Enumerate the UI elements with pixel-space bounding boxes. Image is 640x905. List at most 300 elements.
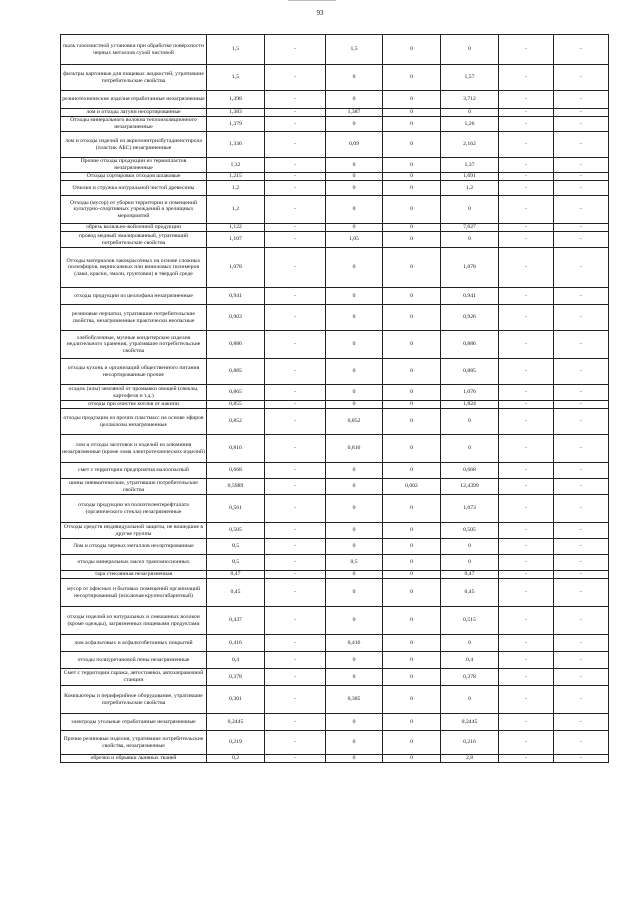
waste-name-cell: резинотехнические изделия отработанные незагрязненные <box>61 91 207 109</box>
value-cell-col3: 0 <box>326 607 383 635</box>
value-cell-col4: 0 <box>383 35 441 65</box>
value-cell-col4: 0 <box>383 607 441 635</box>
value-cell-col3: 0,5 <box>326 555 383 571</box>
table-row <box>61 224 609 232</box>
value-cell-col5: 0,378 <box>441 669 499 686</box>
value-cell-col3: 1,05 <box>326 232 383 248</box>
value-cell-col6: - <box>499 232 554 248</box>
value-cell-col3: 0 <box>326 181 383 196</box>
value-cell-col6: - <box>499 181 554 196</box>
value-cell-col2: - <box>265 35 326 65</box>
value-cell-col1: 0,903 <box>207 305 265 331</box>
value-cell-col1: 0,301 <box>207 686 265 714</box>
value-cell-col4: 0 <box>383 755 441 763</box>
value-cell-col3: 0,852 <box>326 409 383 435</box>
table-row <box>61 409 609 435</box>
value-cell-col3: 0,416 <box>326 635 383 652</box>
value-cell-col7: - <box>554 669 609 686</box>
value-cell-col3: 0 <box>326 714 383 731</box>
waste-name-cell: мусор от офисных и бытовых помещений организаций несортированный (исключая крупногабаритный) <box>61 579 207 607</box>
table-row <box>61 35 609 65</box>
table-row <box>61 117 609 132</box>
value-cell-col6: - <box>499 401 554 409</box>
value-cell-col4: 0 <box>383 385 441 401</box>
value-cell-col1: 0,5 <box>207 555 265 571</box>
value-cell-col7: - <box>554 714 609 731</box>
value-cell-col2: - <box>265 607 326 635</box>
table-row <box>61 359 609 385</box>
waste-name-cell: Компьютеры и периферийное оборудование, утратившие потребительские свойства <box>61 686 207 714</box>
value-cell-col2: - <box>265 91 326 109</box>
value-cell-col2: - <box>265 731 326 755</box>
value-cell-col3: 0 <box>326 401 383 409</box>
value-cell-col6: - <box>499 669 554 686</box>
value-cell-col2: - <box>265 132 326 158</box>
value-cell-col5: 1,076 <box>441 385 499 401</box>
value-cell-col7: - <box>554 117 609 132</box>
table-row <box>61 65 609 91</box>
value-cell-col4: 0 <box>383 65 441 91</box>
value-cell-col6: - <box>499 132 554 158</box>
value-cell-col4: 0 <box>383 635 441 652</box>
value-cell-col2: - <box>265 173 326 181</box>
value-cell-col6: - <box>499 555 554 571</box>
value-cell-col4: 0 <box>383 132 441 158</box>
value-cell-col1: 0,852 <box>207 409 265 435</box>
value-cell-col5: 0,668 <box>441 463 499 479</box>
waste-name-cell: отходы продукции из полиэтилентерефталата (органического стекла) незагрязненные <box>61 495 207 523</box>
waste-name-cell: Лом и отходы черных металлов несортированные <box>61 539 207 555</box>
value-cell-col3: 0 <box>326 579 383 607</box>
value-cell-col5: 0 <box>441 435 499 463</box>
value-cell-col4: 0 <box>383 196 441 224</box>
table-row <box>61 755 609 763</box>
value-cell-col7: - <box>554 435 609 463</box>
value-cell-col7: - <box>554 305 609 331</box>
table-row <box>61 385 609 401</box>
value-cell-col1: 0,561 <box>207 495 265 523</box>
value-cell-col6: - <box>499 305 554 331</box>
value-cell-col4: 0 <box>383 91 441 109</box>
table-row <box>61 91 609 109</box>
table-row <box>61 635 609 652</box>
table-row <box>61 173 609 181</box>
value-cell-col7: - <box>554 385 609 401</box>
value-cell-col4: 0 <box>383 463 441 479</box>
value-cell-col7: - <box>554 401 609 409</box>
value-cell-col3: 1,387 <box>326 109 383 117</box>
table-row <box>61 196 609 224</box>
value-cell-col5: 0 <box>441 686 499 714</box>
waste-name-cell: Смет с территории гаража, автостоянки, автозаправочной станции <box>61 669 207 686</box>
value-cell-col5: 0,926 <box>441 305 499 331</box>
value-cell-col3: 0 <box>326 495 383 523</box>
value-cell-col6: - <box>499 435 554 463</box>
value-cell-col2: - <box>265 635 326 652</box>
value-cell-col3: 0 <box>326 305 383 331</box>
value-cell-col3: 0,385 <box>326 686 383 714</box>
value-cell-col7: - <box>554 652 609 669</box>
waste-name-cell: отходы минеральных масел трансмиссионных <box>61 555 207 571</box>
value-cell-col2: - <box>265 714 326 731</box>
value-cell-col6: - <box>499 65 554 91</box>
value-cell-col7: - <box>554 91 609 109</box>
value-cell-col5: 1,073 <box>441 495 499 523</box>
value-cell-col2: - <box>265 196 326 224</box>
waste-name-cell: отходы изделий из натуральных и смешанных волокон (кроме одежды), загрязненных пищевыми продуктами <box>61 607 207 635</box>
value-cell-col2: - <box>265 479 326 495</box>
value-cell-col3: 0 <box>326 359 383 385</box>
value-cell-col1: 0,505 <box>207 523 265 539</box>
value-cell-col1: 0,2445 <box>207 714 265 731</box>
value-cell-col4: 0 <box>383 495 441 523</box>
value-cell-col1: 1,32 <box>207 158 265 173</box>
waste-name-cell: Опилки и стружка натуральной чистой древесины <box>61 181 207 196</box>
waste-name-cell: шины пневматические, утратившие потребительские свойства <box>61 479 207 495</box>
value-cell-col1: 1,122 <box>207 224 265 232</box>
value-cell-col1: 0,437 <box>207 607 265 635</box>
value-cell-col1: 1,383 <box>207 109 265 117</box>
value-cell-col5: 0 <box>441 635 499 652</box>
value-cell-col3: 0 <box>326 91 383 109</box>
waste-name-cell: Отходы сортировки отходов шлаковые <box>61 173 207 181</box>
value-cell-col3: 0 <box>326 669 383 686</box>
value-cell-col4: 0 <box>383 173 441 181</box>
value-cell-col6: - <box>499 523 554 539</box>
waste-name-cell: лом и отходы заготовок и изделий из алюминия незагрязненные (кроме лома электротехнических изделий) <box>61 435 207 463</box>
table-row <box>61 463 609 479</box>
value-cell-col5: 0 <box>441 196 499 224</box>
value-cell-col2: - <box>265 109 326 117</box>
value-cell-col1: 1,336 <box>207 132 265 158</box>
value-cell-col6: - <box>499 117 554 132</box>
value-cell-col5: 0,216 <box>441 731 499 755</box>
value-cell-col7: - <box>554 173 609 181</box>
page-top-rule <box>288 0 336 1</box>
value-cell-col5: 1,57 <box>441 65 499 91</box>
value-cell-col1: 0,45 <box>207 579 265 607</box>
waste-name-cell: резиновые перчатки, утратившие потребительские свойства, незагрязненные практически неопасные <box>61 305 207 331</box>
waste-name-cell: лом и отходы изделий из акрилонитрилбутадиенстирола (пластик АБС) незагрязненные <box>61 132 207 158</box>
value-cell-col6: - <box>499 248 554 288</box>
value-cell-col1: 1,379 <box>207 117 265 132</box>
value-cell-col6: - <box>499 288 554 305</box>
value-cell-col6: - <box>499 755 554 763</box>
waste-name-cell: осадок (илы) земляной от промывки овощей (свеклы, картофеля и т.д.) <box>61 385 207 401</box>
value-cell-col1: 0,2 <box>207 755 265 763</box>
value-cell-col7: - <box>554 555 609 571</box>
value-cell-col4: 0 <box>383 669 441 686</box>
value-cell-col2: - <box>265 305 326 331</box>
value-cell-col7: - <box>554 409 609 435</box>
waste-name-cell: лом асфальтовых и асфальтобетонных покрытий <box>61 635 207 652</box>
value-cell-col2: - <box>265 158 326 173</box>
value-cell-col2: - <box>265 232 326 248</box>
value-cell-col7: - <box>554 224 609 232</box>
value-cell-col1: 0,5 <box>207 539 265 555</box>
value-cell-col6: - <box>499 635 554 652</box>
value-cell-col5: 12,4399 <box>441 479 499 495</box>
value-cell-col5: 0 <box>441 539 499 555</box>
value-cell-col7: - <box>554 331 609 359</box>
value-cell-col2: - <box>265 669 326 686</box>
value-cell-col6: - <box>499 385 554 401</box>
table-row <box>61 579 609 607</box>
value-cell-col1: 1,078 <box>207 248 265 288</box>
value-cell-col4: 0 <box>383 539 441 555</box>
table-row <box>61 109 609 117</box>
value-cell-col1: 0,47 <box>207 571 265 579</box>
value-cell-col5: 0,885 <box>441 359 499 385</box>
value-cell-col5: 0,45 <box>441 579 499 607</box>
value-cell-col2: - <box>265 409 326 435</box>
value-cell-col5: 0,941 <box>441 288 499 305</box>
value-cell-col1: 0,4 <box>207 652 265 669</box>
value-cell-col5: 0 <box>441 555 499 571</box>
value-cell-col1: 1,2 <box>207 181 265 196</box>
waste-name-cell: Прочие отходы продукции из термопластов незагрязненные <box>61 158 207 173</box>
value-cell-col2: - <box>265 359 326 385</box>
waste-name-cell: тара стеклянная незагрязненная <box>61 571 207 579</box>
value-cell-col6: - <box>499 607 554 635</box>
value-cell-col3: 0 <box>326 196 383 224</box>
value-cell-col2: - <box>265 463 326 479</box>
value-cell-col4: 0 <box>383 117 441 132</box>
value-cell-col5: 0,515 <box>441 607 499 635</box>
value-cell-col7: - <box>554 232 609 248</box>
value-cell-col6: - <box>499 331 554 359</box>
table-row <box>61 555 609 571</box>
value-cell-col1: 0,885 <box>207 359 265 385</box>
value-cell-col1: 0,941 <box>207 288 265 305</box>
table-row <box>61 539 609 555</box>
table-row <box>61 479 609 495</box>
table-row <box>61 232 609 248</box>
value-cell-col3: 0 <box>326 571 383 579</box>
value-cell-col4: 0 <box>383 652 441 669</box>
value-cell-col7: - <box>554 463 609 479</box>
value-cell-col4: 0 <box>383 555 441 571</box>
value-cell-col6: - <box>499 539 554 555</box>
value-cell-col2: - <box>265 401 326 409</box>
value-cell-col2: - <box>265 686 326 714</box>
value-cell-col6: - <box>499 731 554 755</box>
value-cell-col7: - <box>554 635 609 652</box>
value-cell-col7: - <box>554 181 609 196</box>
value-cell-col7: - <box>554 523 609 539</box>
value-cell-col1: 0,865 <box>207 385 265 401</box>
value-cell-col3: 0 <box>326 173 383 181</box>
value-cell-col7: - <box>554 248 609 288</box>
table-row <box>61 714 609 731</box>
value-cell-col2: - <box>265 579 326 607</box>
table-row <box>61 248 609 288</box>
value-cell-col7: - <box>554 686 609 714</box>
value-cell-col6: - <box>499 173 554 181</box>
value-cell-col6: - <box>499 35 554 65</box>
value-cell-col3: 0 <box>326 248 383 288</box>
value-cell-col1: 1,107 <box>207 232 265 248</box>
waste-name-cell: отходы при очистке котлов от накипи <box>61 401 207 409</box>
value-cell-col1: 0,378 <box>207 669 265 686</box>
value-cell-col6: - <box>499 91 554 109</box>
waste-name-cell: фильтры картонные для пищевых жидкостей, утратившие потребительские свойства <box>61 65 207 91</box>
value-cell-col6: - <box>499 359 554 385</box>
value-cell-col2: - <box>265 539 326 555</box>
value-cell-col3: 0 <box>326 288 383 305</box>
value-cell-col7: - <box>554 359 609 385</box>
value-cell-col3: 0 <box>326 65 383 91</box>
value-cell-col1: 1,215 <box>207 173 265 181</box>
value-cell-col1: 1,398 <box>207 91 265 109</box>
value-cell-col7: - <box>554 579 609 607</box>
value-cell-col3: 1,5 <box>326 35 383 65</box>
value-cell-col5: 7,627 <box>441 224 499 232</box>
value-cell-col5: 0,505 <box>441 523 499 539</box>
waste-name-cell: Отходы минерального волокна теплоизоляционного незагрязненные <box>61 117 207 132</box>
value-cell-col3: 0 <box>326 523 383 539</box>
value-cell-col2: - <box>265 181 326 196</box>
value-cell-col3: 0,816 <box>326 435 383 463</box>
value-cell-col3: 0 <box>326 731 383 755</box>
value-cell-col2: - <box>265 571 326 579</box>
value-cell-col4: 0 <box>383 571 441 579</box>
value-cell-col2: - <box>265 117 326 132</box>
page-number: 93 <box>316 9 324 17</box>
value-cell-col3: 0 <box>326 479 383 495</box>
value-cell-col5: 0,47 <box>441 571 499 579</box>
value-cell-col5: 0,2445 <box>441 714 499 731</box>
value-cell-col2: - <box>265 523 326 539</box>
waste-name-cell: смет с территории предприятия малоопасный <box>61 463 207 479</box>
value-cell-col1: 0,5989 <box>207 479 265 495</box>
table-row <box>61 401 609 409</box>
value-cell-col3: 0 <box>326 652 383 669</box>
waste-name-cell: отходы продукции из прочих пластмасс на основе эфиров целлюлозы незагрязненные <box>61 409 207 435</box>
value-cell-col2: - <box>265 248 326 288</box>
table-row <box>61 571 609 579</box>
value-cell-col2: - <box>265 755 326 763</box>
waste-table <box>60 34 609 763</box>
value-cell-col6: - <box>499 714 554 731</box>
value-cell-col4: 0 <box>383 714 441 731</box>
value-cell-col7: - <box>554 539 609 555</box>
value-cell-col1: 0,219 <box>207 731 265 755</box>
waste-name-cell: отходы кухонь и организаций общественного питания несортированные прочие <box>61 359 207 385</box>
table-row <box>61 158 609 173</box>
value-cell-col4: 0 <box>383 409 441 435</box>
value-cell-col7: - <box>554 571 609 579</box>
value-cell-col4: 0 <box>383 331 441 359</box>
table-body <box>61 35 609 763</box>
value-cell-col4: 0 <box>383 224 441 232</box>
table-row <box>61 305 609 331</box>
value-cell-col4: 0 <box>383 109 441 117</box>
table-row <box>61 331 609 359</box>
waste-name-cell: обрезки и обрывки льняных тканей <box>61 755 207 763</box>
waste-name-cell: обрезь валяльно-войлочной продукции <box>61 224 207 232</box>
value-cell-col3: 0 <box>326 385 383 401</box>
value-cell-col1: 1,5 <box>207 35 265 65</box>
value-cell-col5: 1,078 <box>441 248 499 288</box>
value-cell-col4: 0 <box>383 686 441 714</box>
value-cell-col4: 0 <box>383 359 441 385</box>
table-row <box>61 523 609 539</box>
waste-name-cell: лом и отходы латуни несортированные <box>61 109 207 117</box>
waste-name-cell: отходы продукции из целлофана незагрязненные <box>61 288 207 305</box>
value-cell-col3: 0 <box>326 539 383 555</box>
value-cell-col4: 0 <box>383 731 441 755</box>
value-cell-col7: - <box>554 196 609 224</box>
value-cell-col1: 0,886 <box>207 331 265 359</box>
value-cell-col3: 0 <box>326 158 383 173</box>
waste-name-cell: электроды угольные отработанные незагрязненные <box>61 714 207 731</box>
value-cell-col4: 0 <box>383 305 441 331</box>
value-cell-col4: 0 <box>383 181 441 196</box>
value-cell-col5: 0 <box>441 409 499 435</box>
table-row <box>61 181 609 196</box>
value-cell-col5: 0,886 <box>441 331 499 359</box>
value-cell-col7: - <box>554 35 609 65</box>
value-cell-col5: 1,2 <box>441 181 499 196</box>
value-cell-col6: - <box>499 463 554 479</box>
value-cell-col3: 0,09 <box>326 132 383 158</box>
value-cell-col3: 0 <box>326 463 383 479</box>
value-cell-col4: 0 <box>383 401 441 409</box>
value-cell-col4: 0 <box>383 579 441 607</box>
value-cell-col2: - <box>265 385 326 401</box>
value-cell-col5: 1,824 <box>441 401 499 409</box>
value-cell-col7: - <box>554 731 609 755</box>
waste-name-cell: Отходы средств индивидуальной защиты, не вошедшие в другие группы <box>61 523 207 539</box>
waste-name-cell: Отходы (мусор) от уборки территории и помещений культурно-спортивных учреждений и зрелищных мероприятий <box>61 196 207 224</box>
table-row <box>61 686 609 714</box>
value-cell-col6: - <box>499 479 554 495</box>
value-cell-col5: 0 <box>441 109 499 117</box>
value-cell-col7: - <box>554 158 609 173</box>
table-row <box>61 652 609 669</box>
value-cell-col6: - <box>499 158 554 173</box>
value-cell-col5: 3,712 <box>441 91 499 109</box>
value-cell-col5: 0 <box>441 35 499 65</box>
value-cell-col6: - <box>499 196 554 224</box>
table-row <box>61 607 609 635</box>
value-cell-col7: - <box>554 479 609 495</box>
value-cell-col6: - <box>499 224 554 232</box>
table-row <box>61 132 609 158</box>
table-row <box>61 435 609 463</box>
value-cell-col5: 2,162 <box>441 132 499 158</box>
table-row <box>61 669 609 686</box>
value-cell-col2: - <box>265 652 326 669</box>
value-cell-col4: 0 <box>383 232 441 248</box>
value-cell-col6: - <box>499 571 554 579</box>
waste-name-cell: Отходы материалов лакокрасочных на основе сложных полиэфиров, вернисажных или виниловых полимеров (лаки, краски, эмали, грунтовки) в твердой среде <box>61 248 207 288</box>
value-cell-col1: 0,668 <box>207 463 265 479</box>
value-cell-col5: 1,26 <box>441 117 499 132</box>
value-cell-col4: 0 <box>383 523 441 539</box>
value-cell-col6: - <box>499 652 554 669</box>
table-row <box>61 731 609 755</box>
value-cell-col7: - <box>554 607 609 635</box>
value-cell-col4: 0 <box>383 288 441 305</box>
value-cell-col5: 0,4 <box>441 652 499 669</box>
value-cell-col2: - <box>265 288 326 305</box>
value-cell-col2: - <box>265 495 326 523</box>
value-cell-col7: - <box>554 109 609 117</box>
value-cell-col3: 0 <box>326 331 383 359</box>
value-cell-col2: - <box>265 331 326 359</box>
